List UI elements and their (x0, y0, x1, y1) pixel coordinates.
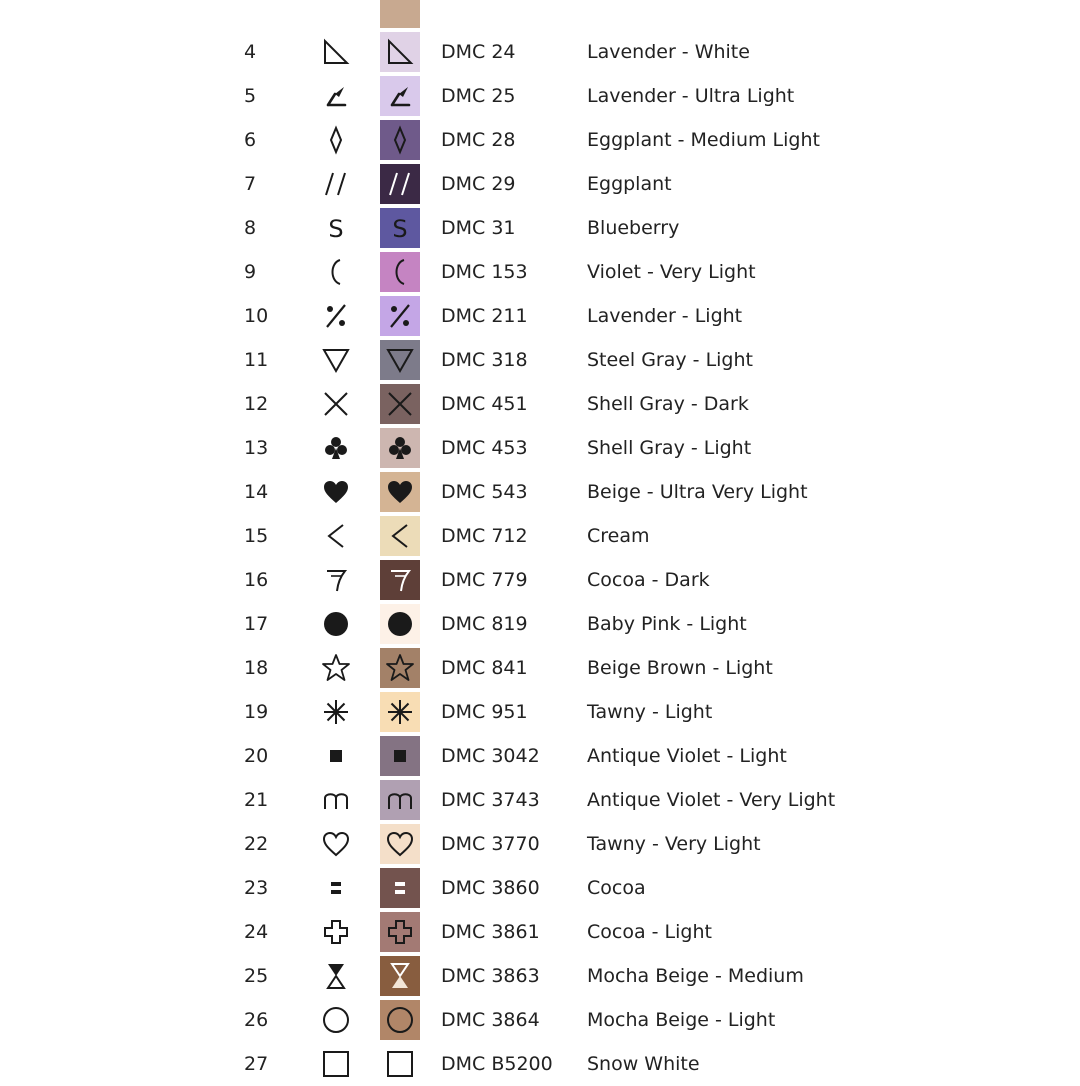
dmc-code: DMC 543 (441, 481, 528, 503)
diamond-outline-icon (380, 120, 420, 160)
row-number: 17 (244, 613, 269, 635)
legend-row (0, 822, 1080, 866)
row-number: 6 (244, 129, 257, 151)
color-swatch (380, 1044, 420, 1084)
color-name: Antique Violet - Light (587, 745, 787, 767)
row-number: 18 (244, 657, 269, 679)
color-swatch (380, 384, 420, 424)
color-name: Mocha Beige - Light (587, 1009, 776, 1031)
color-name: Beige - Ultra Very Light (587, 481, 808, 503)
color-swatch (380, 428, 420, 468)
cross-outline-icon (380, 912, 420, 952)
dmc-code: DMC 3042 (441, 745, 540, 767)
dmc-code: DMC 3770 (441, 833, 540, 855)
color-name: Mocha Beige - Medium (587, 965, 804, 987)
circle-outline-icon (380, 1000, 420, 1040)
row-number: 23 (244, 877, 269, 899)
row-number: 14 (244, 481, 269, 503)
row-number: 26 (244, 1009, 269, 1031)
legend-row (0, 30, 1080, 74)
dmc-code: DMC 211 (441, 305, 528, 327)
heart-outline-icon (380, 824, 420, 864)
color-swatch (380, 560, 420, 600)
color-swatch (380, 912, 420, 952)
club-icon (316, 428, 356, 468)
dmc-code: DMC 712 (441, 525, 528, 547)
color-swatch (380, 164, 420, 204)
small-square-icon (316, 736, 356, 776)
legend-row (0, 954, 1080, 998)
row-number: 21 (244, 789, 269, 811)
color-swatch (380, 692, 420, 732)
legend-row (0, 162, 1080, 206)
dmc-code: DMC 3743 (441, 789, 540, 811)
color-name: Cream (587, 525, 650, 547)
dmc-code: DMC B5200 (441, 1053, 553, 1075)
dmc-code: DMC 153 (441, 261, 528, 283)
color-name: Antique Violet - Very Light (587, 789, 836, 811)
hourglass-icon (380, 956, 420, 996)
color-name: Eggplant - Medium Light (587, 129, 820, 151)
legend-row (0, 998, 1080, 1042)
dmc-code: DMC 28 (441, 129, 516, 151)
heart-outline-icon (316, 824, 356, 864)
percent-icon (316, 296, 356, 336)
dmc-code: DMC 318 (441, 349, 528, 371)
row-number: 19 (244, 701, 269, 723)
color-name: Cocoa - Light (587, 921, 712, 943)
color-swatch (380, 824, 420, 864)
dmc-code: DMC 819 (441, 613, 528, 635)
color-swatch (380, 0, 420, 28)
square-outline-icon (380, 1044, 420, 1084)
legend-row (0, 558, 1080, 602)
color-swatch (380, 208, 420, 248)
percent-icon (380, 296, 420, 336)
asterisk-icon (316, 692, 356, 732)
dmc-code: DMC 25 (441, 85, 516, 107)
svg-text:S: S (392, 215, 408, 243)
color-name: Steel Gray - Light (587, 349, 753, 371)
color-name: Violet - Very Light (587, 261, 756, 283)
row-number: 27 (244, 1053, 269, 1075)
color-name: Tawny - Very Light (587, 833, 761, 855)
legend-row (0, 1042, 1080, 1086)
color-name: Lavender - Light (587, 305, 743, 327)
color-name: Lavender - Ultra Light (587, 85, 795, 107)
row-number: 16 (244, 569, 269, 591)
small-square-icon (380, 736, 420, 776)
legend-row (0, 206, 1080, 250)
heart-filled-icon (316, 472, 356, 512)
color-swatch (380, 516, 420, 556)
crescent-icon (316, 252, 356, 292)
equals-icon (316, 868, 356, 908)
legend-row-partial (0, 0, 1080, 30)
color-swatch (380, 956, 420, 996)
heart-filled-icon (380, 472, 420, 512)
legend-row (0, 866, 1080, 910)
color-name: Snow White (587, 1053, 700, 1075)
seven-icon (380, 560, 420, 600)
seven-icon (316, 560, 356, 600)
legend-row (0, 734, 1080, 778)
color-swatch (380, 120, 420, 160)
color-name: Lavender - White (587, 41, 750, 63)
dmc-code: DMC 779 (441, 569, 528, 591)
star-outline-icon (380, 648, 420, 688)
legend-row (0, 294, 1080, 338)
legend-row (0, 470, 1080, 514)
asterisk-icon (380, 692, 420, 732)
row-number: 15 (244, 525, 269, 547)
filled-circle-icon (316, 604, 356, 644)
color-swatch (380, 340, 420, 380)
dmc-code: DMC 951 (441, 701, 528, 723)
color-swatch (380, 296, 420, 336)
dmc-code: DMC 451 (441, 393, 528, 415)
check-angle-icon (316, 76, 356, 116)
triangle-down-icon (380, 340, 420, 380)
legend-row (0, 690, 1080, 734)
crescent-icon (380, 252, 420, 292)
color-swatch (380, 648, 420, 688)
legend-row (0, 426, 1080, 470)
check-angle-icon (380, 76, 420, 116)
color-swatch (380, 32, 420, 72)
dmc-code: DMC 3863 (441, 965, 540, 987)
row-number: 25 (244, 965, 269, 987)
hourglass-icon (316, 956, 356, 996)
color-name: Blueberry (587, 217, 680, 239)
legend-row (0, 778, 1080, 822)
legend-row (0, 382, 1080, 426)
row-number: 5 (244, 85, 257, 107)
color-name: Shell Gray - Dark (587, 393, 749, 415)
dmc-code: DMC 29 (441, 173, 516, 195)
equals-icon (380, 868, 420, 908)
row-number: 7 (244, 173, 257, 195)
less-than-icon (380, 516, 420, 556)
svg-text:S: S (328, 215, 344, 243)
color-name: Cocoa - Dark (587, 569, 710, 591)
club-icon (380, 428, 420, 468)
row-number: 11 (244, 349, 269, 371)
diamond-outline-icon (316, 120, 356, 160)
color-name: Cocoa (587, 877, 646, 899)
legend-row (0, 910, 1080, 954)
color-swatch (380, 868, 420, 908)
color-name: Beige Brown - Light (587, 657, 773, 679)
right-triangle-icon (380, 32, 420, 72)
m-shape-icon (380, 780, 420, 820)
row-number: 22 (244, 833, 269, 855)
double-slash-icon (380, 164, 420, 204)
dmc-code: DMC 24 (441, 41, 516, 63)
x-cross-icon (316, 384, 356, 424)
letter-s-icon (380, 208, 420, 248)
color-swatch (380, 1000, 420, 1040)
row-number: 4 (244, 41, 257, 63)
color-swatch (380, 472, 420, 512)
legend-row (0, 250, 1080, 294)
color-swatch (380, 780, 420, 820)
color-swatch (380, 604, 420, 644)
color-name: Shell Gray - Light (587, 437, 752, 459)
x-cross-icon (380, 384, 420, 424)
color-name: Eggplant (587, 173, 672, 195)
color-swatch (380, 252, 420, 292)
row-number: 13 (244, 437, 269, 459)
row-number: 9 (244, 261, 257, 283)
double-slash-icon (316, 164, 356, 204)
legend-row (0, 74, 1080, 118)
dmc-code: DMC 3864 (441, 1009, 540, 1031)
row-number: 24 (244, 921, 269, 943)
legend-row (0, 602, 1080, 646)
cross-outline-icon (316, 912, 356, 952)
filled-circle-icon (380, 604, 420, 644)
dmc-code: DMC 3861 (441, 921, 540, 943)
right-triangle-icon (316, 32, 356, 72)
row-number: 8 (244, 217, 257, 239)
dmc-code: DMC 31 (441, 217, 516, 239)
color-name: Tawny - Light (587, 701, 713, 723)
square-outline-icon (316, 1044, 356, 1084)
row-number: 10 (244, 305, 269, 327)
legend-row (0, 514, 1080, 558)
triangle-down-icon (316, 340, 356, 380)
letter-s-icon (316, 208, 356, 248)
legend-row (0, 338, 1080, 382)
legend-row (0, 646, 1080, 690)
dmc-code: DMC 841 (441, 657, 528, 679)
star-outline-icon (316, 648, 356, 688)
color-swatch (380, 76, 420, 116)
dmc-code: DMC 3860 (441, 877, 540, 899)
legend-row (0, 118, 1080, 162)
circle-outline-icon (316, 1000, 356, 1040)
dmc-code: DMC 453 (441, 437, 528, 459)
row-number: 20 (244, 745, 269, 767)
color-swatch (380, 736, 420, 776)
less-than-icon (316, 516, 356, 556)
row-number: 12 (244, 393, 269, 415)
m-shape-icon (316, 780, 356, 820)
color-name: Baby Pink - Light (587, 613, 747, 635)
